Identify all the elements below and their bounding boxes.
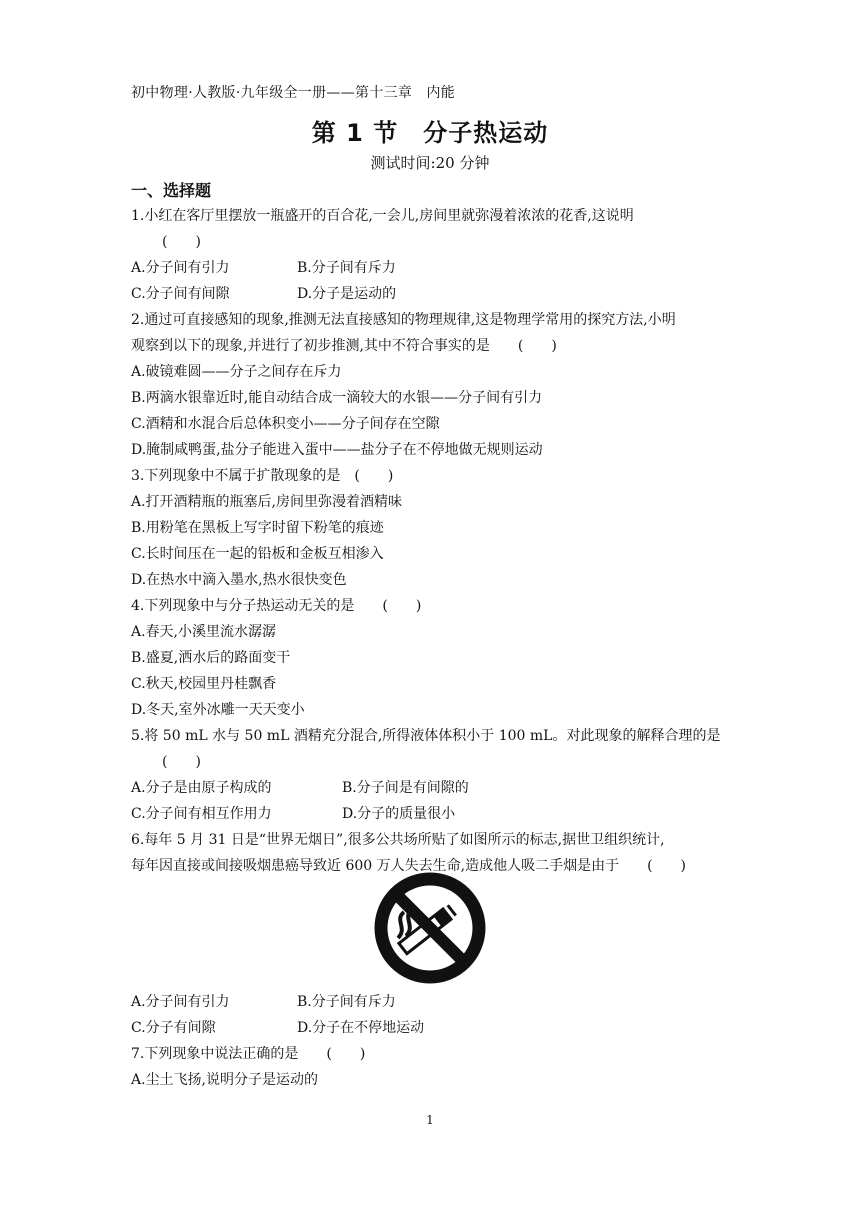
question-5-option-a: A.分子是由原子构成的 xyxy=(131,780,272,796)
question-6-option-c: C.分子有间隙 xyxy=(131,1020,216,1036)
question-1-bracket: ( ) xyxy=(162,234,201,250)
question-4-option-b: B.盛夏,洒水后的路面变干 xyxy=(131,650,291,666)
question-4-text: 4.下列现象中与分子热运动无关的是 ( ) xyxy=(131,598,422,614)
question-6-option-a: A.分子间有引力 xyxy=(131,994,230,1010)
question-3-option-b: B.用粉笔在黑板上写字时留下粉笔的痕迹 xyxy=(131,520,384,536)
question-2-text: 2.通过可直接感知的现象,推测无法直接感知的物理规律,这是物理学常用的探究方法,小明 xyxy=(131,312,676,328)
question-2-text-cont: 观察到以下的现象,并进行了初步推测,其中不符合事实的是 ( ) xyxy=(131,338,557,354)
question-5-option-d: D.分子的质量很小 xyxy=(342,806,456,822)
question-7-option-a: A.尘土飞扬,说明分子是运动的 xyxy=(131,1072,319,1088)
question-1-option-d: D.分子是运动的 xyxy=(297,286,397,302)
question-2-option-b: B.两滴水银靠近时,能自动结合成一滴较大的水银——分子间有引力 xyxy=(131,390,543,406)
question-2-option-c: C.酒精和水混合后总体积变小——分子间存在空隙 xyxy=(131,416,440,432)
question-4-option-c: C.秋天,校园里丹桂飘香 xyxy=(131,676,277,692)
test-time: 测试时间:20 分钟 xyxy=(370,154,490,172)
question-3-option-c: C.长时间压在一起的铅板和金板互相渗入 xyxy=(131,546,384,562)
question-3-option-d: D.在热水中滴入墨水,热水很快变色 xyxy=(131,572,347,588)
page-title: 第 1 节 分子热运动 xyxy=(311,119,549,147)
question-1-option-a: A.分子间有引力 xyxy=(131,260,230,276)
question-5-option-c: C.分子间有相互作用力 xyxy=(131,806,272,822)
question-4-option-a: A.春天,小溪里流水潺潺 xyxy=(131,624,277,640)
question-6-text-cont: 每年因直接或间接吸烟患癌导致近 600 万人失去生命,造成他人吸二手烟是由于 ( ) xyxy=(131,858,686,874)
question-7-text: 7.下列现象中说法正确的是 ( ) xyxy=(131,1046,366,1062)
question-5-option-b: B.分子间是有间隙的 xyxy=(342,780,469,796)
question-2-option-a: A.破镜难圆——分子之间存在斥力 xyxy=(131,364,342,380)
question-6-text: 6.每年 5 月 31 日是“世界无烟日”,很多公共场所贴了如图所示的标志,据世卫组织统计, xyxy=(131,832,665,848)
question-2-option-d: D.腌制咸鸭蛋,盐分子能进入蛋中——盐分子在不停地做无规则运动 xyxy=(131,442,543,458)
question-3-text: 3.下列现象中不属于扩散现象的是 ( ) xyxy=(131,468,394,484)
page-number: 1 xyxy=(426,1113,434,1127)
question-5-text: 5.将 50 mL 水与 50 mL 酒精充分混合,所得液体体积小于 100 mL。对此现象的解释合理的是 xyxy=(131,728,721,744)
running-header: 初中物理·人教版·九年级全一册——第十三章 内能 xyxy=(131,85,456,101)
question-6-option-b: B.分子间有斥力 xyxy=(297,994,396,1010)
question-6-option-d: D.分子在不停地运动 xyxy=(297,1020,425,1036)
section-heading: 一、选择题 xyxy=(131,181,212,200)
question-3-option-a: A.打开酒精瓶的瓶塞后,房间里弥漫着酒精味 xyxy=(131,494,403,510)
question-1-option-b: B.分子间有斥力 xyxy=(297,260,396,276)
question-4-option-d: D.冬天,室外冰雕一天天变小 xyxy=(131,702,305,718)
question-1-option-c: C.分子间有间隙 xyxy=(131,286,230,302)
question-5-bracket: ( ) xyxy=(162,754,201,770)
question-1-text: 1.小红在客厅里摆放一瓶盛开的百合花,一会儿,房间里就弥漫着浓浓的花香,这说明 xyxy=(131,208,634,224)
no-smoking-sign-icon xyxy=(374,872,486,984)
